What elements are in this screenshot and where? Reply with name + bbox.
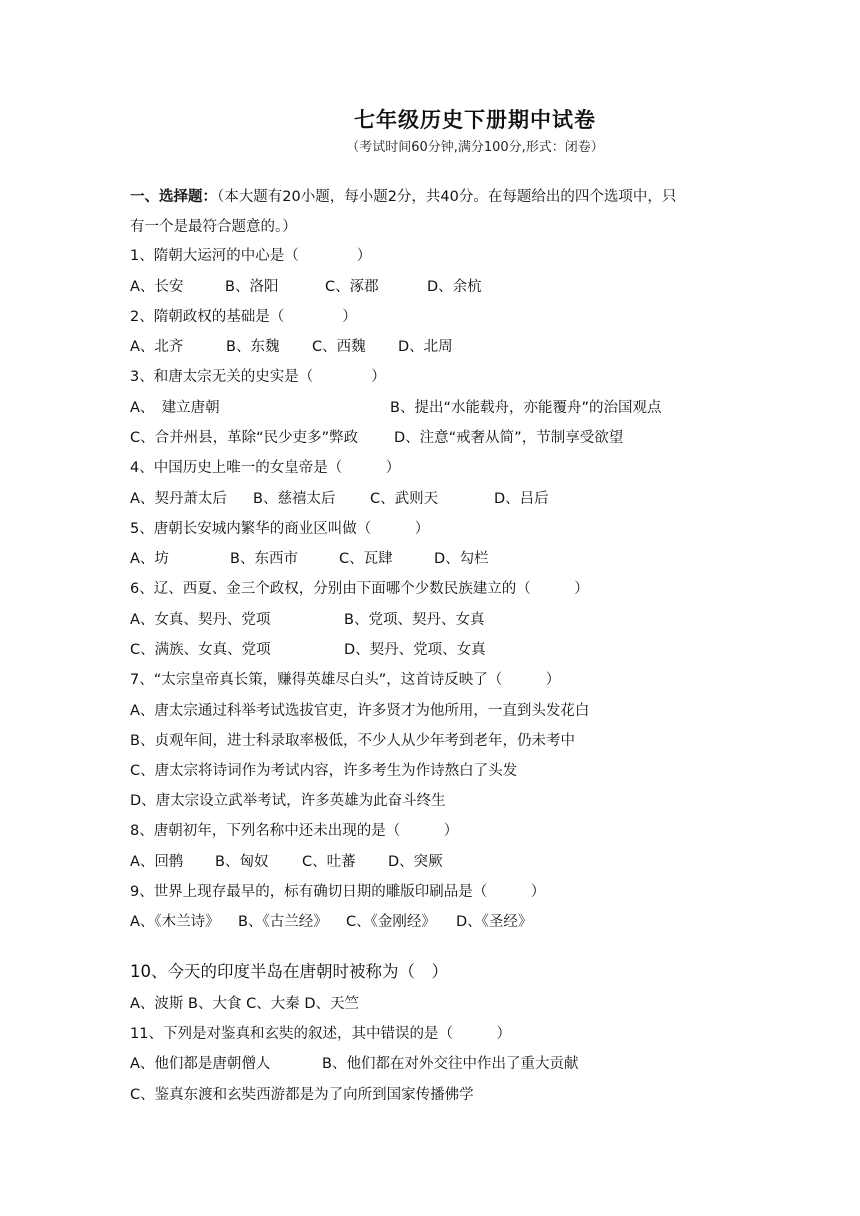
question-7-option-d: D、唐太宗设立武举考试，许多英雄为此奋斗终生: [130, 793, 446, 809]
question-2-option-d: D、北周: [398, 339, 453, 355]
question-2-option-a: A、北齐: [130, 339, 184, 355]
exam-subtitle: （考试时间60分钟,满分100分,形式：闭卷）: [346, 140, 604, 155]
question-5-option-c: C、瓦肆: [339, 551, 393, 567]
question-5-stem: 5、唐朝长安城内繁华的商业区叫做（ ）: [130, 521, 430, 537]
question-7-option-c: C、唐太宗将诗词作为考试内容，许多考生为作诗熬白了头发: [130, 763, 518, 779]
question-1-option-b: B、洛阳: [225, 279, 279, 295]
page-title: 七年级历史下册期中试卷: [354, 107, 596, 132]
question-9-option-b: B、《古兰经》: [238, 914, 328, 930]
question-1-option-a: A、长安: [130, 279, 184, 295]
question-1-option-c: C、涿郡: [325, 279, 379, 295]
section-intro-text: （本大题有20小题，每小题2分，共40分。在每题给出的四个选项中，只: [217, 189, 677, 205]
question-8-option-c: C、吐蕃: [302, 854, 356, 870]
question-1-stem: 1、隋朝大运河的中心是（ ）: [130, 248, 372, 264]
question-11-stem: 11、下列是对鉴真和玄奘的叙述，其中错误的是（ ）: [130, 1026, 511, 1042]
question-8-option-d: D、突厥: [388, 854, 443, 870]
question-4-stem: 4、中国历史上唯一的女皇帝是（ ）: [130, 460, 401, 476]
question-9-option-d: D、《圣经》: [456, 914, 533, 930]
question-9-option-a: A、《木兰诗》: [130, 914, 220, 930]
question-11-option-b: B、他们都在对外交往中作出了重大贡献: [322, 1056, 579, 1072]
question-7-option-b: B、贞观年间，进士科录取率极低，不少人从少年考到老年，仍未考中: [130, 733, 575, 749]
question-8-stem: 8、唐朝初年，下列名称中还未出现的是（ ）: [130, 823, 459, 839]
section-label: 一、选择题：: [130, 189, 217, 205]
question-4-option-c: C、武则天: [370, 491, 439, 507]
question-3-option-b: B、提出“水能载舟，亦能覆舟”的治国观点: [390, 400, 662, 416]
question-4-option-d: D、吕后: [494, 491, 549, 507]
question-7-option-a: A、唐太宗通过科举考试选拔官吏，许多贤才为他所用，一直到头发花白: [130, 703, 590, 719]
question-2-option-c: C、西魏: [312, 339, 366, 355]
question-3-option-d: D、注意“戒奢从简”，节制享受欲望: [394, 430, 624, 446]
section-intro-line1: [130, 187, 676, 207]
question-3-option-c: C、合并州县，革除“民少吏多”弊政: [130, 430, 359, 446]
question-3-option-a: A、 建立唐朝: [130, 400, 220, 416]
question-1-option-d: D、余杭: [427, 279, 482, 295]
question-6-stem: 6、辽、西夏、金三个政权，分别由下面哪个少数民族建立的（ ）: [130, 581, 589, 597]
question-9-stem: 9、世界上现存最早的，标有确切日期的雕版印刷品是（ ）: [130, 884, 546, 900]
question-9-option-c: C、《金刚经》: [346, 914, 436, 930]
question-5-option-d: D、勾栏: [434, 551, 489, 567]
question-4-option-a: A、契丹萧太后: [130, 491, 227, 507]
question-7-stem: 7、“太宗皇帝真长策，赚得英雄尽白头”，这首诗反映了（ ）: [130, 672, 561, 688]
question-4-option-b: B、慈禧太后: [253, 491, 336, 507]
question-3-stem: 3、和唐太宗无关的史实是（ ）: [130, 369, 386, 385]
question-2-option-b: B、东魏: [226, 339, 280, 355]
question-2-stem: 2、隋朝政权的基础是（ ）: [130, 309, 357, 325]
question-10-stem: 10、今天的印度半岛在唐朝时被称为（ ）: [130, 962, 448, 981]
question-10-options: A、波斯 B、大食 C、大秦 D、天竺: [130, 996, 359, 1012]
question-11-option-a: A、他们都是唐朝僧人: [130, 1056, 271, 1072]
question-5-option-a: A、坊: [130, 551, 169, 567]
question-6-option-a: A、女真、契丹、党项: [130, 612, 271, 628]
question-5-option-b: B、东西市: [230, 551, 298, 567]
question-8-option-a: A、回鹘: [130, 854, 184, 870]
section-intro-line2: 有一个是最符合题意的。）: [130, 219, 297, 235]
question-8-option-b: B、匈奴: [215, 854, 269, 870]
question-6-option-d: D、契丹、党项、女真: [344, 642, 486, 658]
question-11-option-c: C、鉴真东渡和玄奘西游都是为了向所到国家传播佛学: [130, 1087, 474, 1103]
question-6-option-c: C、满族、女真、党项: [130, 642, 271, 658]
question-6-option-b: B、党项、契丹、女真: [344, 612, 485, 628]
